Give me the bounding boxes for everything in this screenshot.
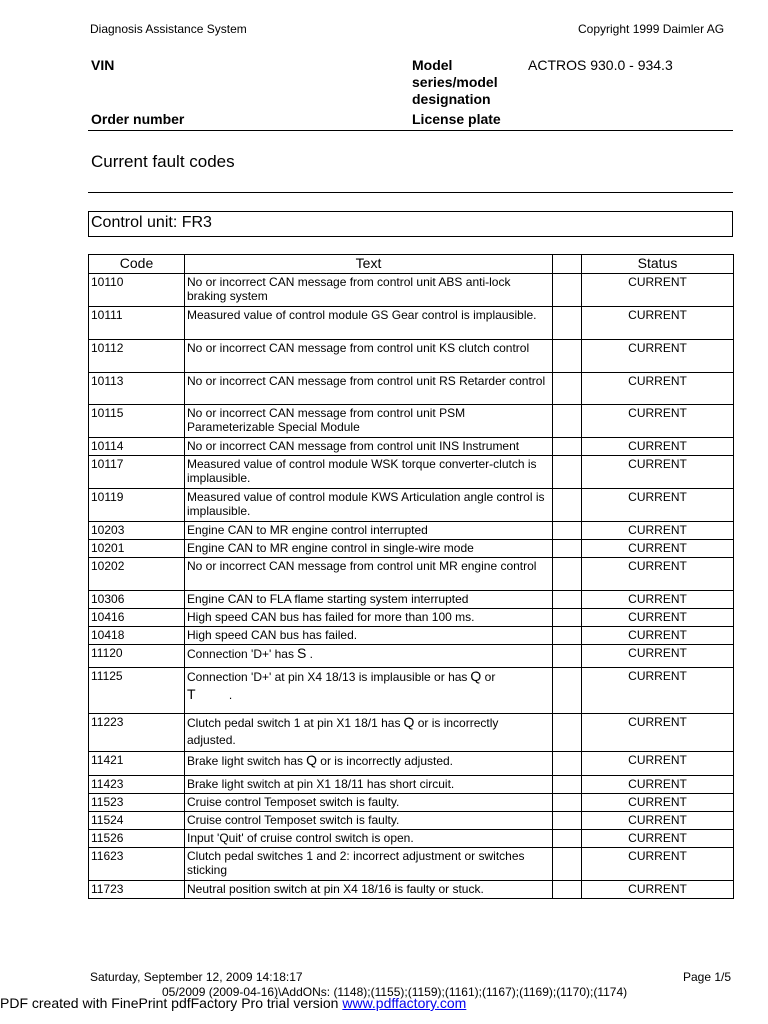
fault-text: [185, 830, 553, 848]
fault-rows: [89, 274, 734, 899]
fault-text: [185, 794, 553, 812]
blank-cell: [553, 558, 582, 591]
fault-symbol: Q: [403, 714, 415, 730]
pdf-notice: [0, 995, 466, 1011]
fault-code: 11524: [89, 812, 185, 830]
order-number-label: Order number: [91, 111, 185, 127]
fault-text-main: Clutch pedal switches 1 and 2: incorrect adjustment or switches sticking: [187, 849, 525, 877]
fault-code: 10202: [89, 558, 185, 591]
blank-cell: [553, 776, 582, 794]
fault-symbol: Q: [306, 752, 317, 768]
table-row: [89, 668, 734, 714]
blank-cell: [553, 489, 582, 522]
fault-text: [185, 522, 553, 540]
status-cell: CURRENT: [582, 830, 734, 848]
model-value: ACTROS 930.0 - 934.3: [528, 57, 673, 73]
system-name: Diagnosis Assistance System: [90, 22, 247, 36]
table-row: [89, 812, 734, 830]
code-column-header: Code: [89, 255, 185, 274]
status-cell: CURRENT: [582, 405, 734, 438]
blank-cell: [553, 794, 582, 812]
fault-text-after: .: [306, 647, 313, 661]
fault-code: 11120: [89, 645, 185, 668]
blank-cell: [553, 668, 582, 714]
status-cell: CURRENT: [582, 591, 734, 609]
fault-code: 11423: [89, 776, 185, 794]
pdf-notice-text: PDF created with FinePrint pdfFactory Pro trial version: [0, 995, 343, 1011]
status-cell: CURRENT: [582, 794, 734, 812]
fault-text: [185, 848, 553, 881]
fault-code: 11523: [89, 794, 185, 812]
addons-info: 05/2009 (2009-04-16)\AddONs: (1148);(1155);(1159);(1161);(1167);(1169);(1170);(1174): [162, 985, 628, 999]
status-cell: CURRENT: [582, 752, 734, 776]
status-cell: CURRENT: [582, 668, 734, 714]
table-row: [89, 307, 734, 340]
table-row: [89, 540, 734, 558]
status-cell: CURRENT: [582, 776, 734, 794]
blank-cell: [553, 881, 582, 899]
fault-text-main: Brake light switch has: [187, 754, 304, 768]
control-unit-label: Control unit: FR3: [91, 214, 212, 231]
blank-cell: [553, 274, 582, 307]
table-header-row: [89, 255, 734, 274]
table-row: [89, 489, 734, 522]
fault-text-main: Neutral position switch at pin X4 18/16 is faulty or stuck.: [187, 882, 484, 896]
status-cell: CURRENT: [582, 274, 734, 307]
fault-text-main: Measured value of control module WSK torque converter-clutch is implausible.: [187, 457, 537, 485]
blank-cell: [553, 373, 582, 405]
status-cell: CURRENT: [582, 881, 734, 899]
fault-text: [185, 591, 553, 609]
status-cell: CURRENT: [582, 522, 734, 540]
fault-text: [185, 340, 553, 373]
fault-text: [185, 274, 553, 307]
blank-cell: [553, 812, 582, 830]
blank-cell: [553, 609, 582, 627]
status-cell: CURRENT: [582, 558, 734, 591]
fault-text-after: or: [481, 670, 496, 684]
fault-text: [185, 540, 553, 558]
fault-text: [185, 668, 553, 714]
fault-text: [185, 456, 553, 489]
blank-cell: [553, 405, 582, 438]
page-number: Page 1/5: [683, 970, 732, 984]
license-plate-label: License plate: [412, 111, 501, 127]
table-row: [89, 609, 734, 627]
fault-text-main: Clutch pedal switch 1 at pin X1 18/1 has: [187, 716, 401, 730]
fault-text: [185, 558, 553, 591]
fault-text-main: Brake light switch at pin X1 18/11 has short circuit.: [187, 777, 455, 791]
fault-text: [185, 609, 553, 627]
model-label: [412, 57, 498, 108]
fault-text-main: Engine CAN to MR engine control interrupted: [187, 523, 428, 537]
status-cell: CURRENT: [582, 489, 734, 522]
fault-text-main: High speed CAN bus has failed for more than 100 ms.: [187, 610, 475, 624]
status-cell: CURRENT: [582, 812, 734, 830]
blank-cell: [553, 540, 582, 558]
status-cell: CURRENT: [582, 848, 734, 881]
table-row: [89, 776, 734, 794]
model-label-line3: designation: [412, 91, 491, 107]
fault-code: 10119: [89, 489, 185, 522]
fault-text: [185, 307, 553, 340]
status-cell: CURRENT: [582, 714, 734, 752]
divider: [88, 192, 733, 193]
fault-code: 10115: [89, 405, 185, 438]
table-row: [89, 373, 734, 405]
table-row: [89, 456, 734, 489]
fault-code: 10117: [89, 456, 185, 489]
table-row: [89, 645, 734, 668]
table-row: [89, 752, 734, 776]
blank-cell: [553, 456, 582, 489]
fault-text: [185, 881, 553, 899]
fault-text-line2: [187, 733, 550, 747]
fault-code: 10203: [89, 522, 185, 540]
fault-code: 10306: [89, 591, 185, 609]
fault-code: 10418: [89, 627, 185, 645]
fault-code: 11723: [89, 881, 185, 899]
fault-text: [185, 438, 553, 456]
fault-code: 10110: [89, 274, 185, 307]
divider: [88, 130, 733, 131]
fault-text-main: Input 'Quit' of cruise control switch is open.: [187, 831, 414, 845]
blank-cell: [553, 645, 582, 668]
blank-cell: [553, 848, 582, 881]
fault-text-main: Measured value of control module KWS Articulation angle control is implausible.: [187, 490, 545, 518]
fault-text: [185, 714, 553, 752]
fault-code: 10201: [89, 540, 185, 558]
fault-text: [185, 489, 553, 522]
table-row: [89, 881, 734, 899]
fault-text-main: No or incorrect CAN message from control unit INS Instrument: [187, 439, 520, 453]
model-label-line1: Model: [412, 57, 453, 73]
table-row: [89, 848, 734, 881]
fault-text-after: or is incorrectly adjusted.: [316, 754, 454, 768]
status-cell: CURRENT: [582, 645, 734, 668]
copyright: Copyright 1999 Daimler AG: [578, 22, 725, 36]
fault-symbol: T: [187, 686, 196, 702]
fault-symbol: S: [296, 645, 307, 661]
fault-code: 10113: [89, 373, 185, 405]
table-row: [89, 591, 734, 609]
fault-text: [185, 405, 553, 438]
blank-cell: [553, 830, 582, 848]
fault-text-main: Cruise control Temposet switch is faulty.: [187, 795, 400, 809]
fault-text-main: Cruise control Temposet switch is faulty.: [187, 813, 400, 827]
model-label-line2: series/model: [412, 74, 498, 90]
fault-text: [185, 645, 553, 668]
section-title: Current fault codes: [91, 152, 235, 171]
fault-text-main: No or incorrect CAN message from control unit KS clutch control: [187, 341, 530, 355]
pdffactory-link[interactable]: www.pdffactory.com: [342, 995, 467, 1011]
fault-symbol: Q: [470, 668, 482, 684]
fault-code: 11125: [89, 668, 185, 714]
status-cell: CURRENT: [582, 540, 734, 558]
fault-text: [185, 373, 553, 405]
text-column-header: Text: [185, 255, 553, 274]
status-cell: CURRENT: [582, 438, 734, 456]
table-row: [89, 794, 734, 812]
fault-text: [185, 812, 553, 830]
status-cell: CURRENT: [582, 456, 734, 489]
fault-code: 10114: [89, 438, 185, 456]
fault-text-main: No or incorrect CAN message from control unit PSM Parameterizable Special Module: [187, 406, 466, 434]
blank-cell: [553, 752, 582, 776]
print-date: Saturday, September 12, 2009 14:18:17: [90, 970, 303, 984]
blank-column-header: [553, 255, 582, 274]
fault-text-after: .: [225, 688, 233, 702]
fault-code: 11526: [89, 830, 185, 848]
table-row: [89, 340, 734, 373]
status-cell: CURRENT: [582, 373, 734, 405]
blank-cell: [553, 438, 582, 456]
fault-text-main: No or incorrect CAN message from control unit RS Retarder control: [187, 374, 546, 388]
fault-text-main: High speed CAN bus has failed.: [187, 628, 358, 642]
status-cell: CURRENT: [582, 609, 734, 627]
fault-text-after: or is incorrectly: [414, 716, 499, 730]
fault-code: 11421: [89, 752, 185, 776]
fault-code: 10416: [89, 609, 185, 627]
vin-label: VIN: [91, 57, 115, 73]
fault-code-table: [88, 254, 734, 899]
fault-text-main: No or incorrect CAN message from control unit MR engine control: [187, 559, 537, 573]
blank-cell: [553, 591, 582, 609]
fault-text: [185, 627, 553, 645]
table-row: [89, 558, 734, 591]
fault-text: [185, 752, 553, 776]
fault-text-main: No or incorrect CAN message from control unit ABS anti-lock braking system: [187, 275, 511, 303]
blank-cell: [553, 522, 582, 540]
status-cell: CURRENT: [582, 340, 734, 373]
blank-cell: [553, 714, 582, 752]
table-row: [89, 438, 734, 456]
fault-code: 10112: [89, 340, 185, 373]
table-row: [89, 405, 734, 438]
fault-text-main: Engine CAN to FLA flame starting system interrupted: [187, 592, 469, 606]
table-row: [89, 522, 734, 540]
fault-code: 10111: [89, 307, 185, 340]
blank-cell: [553, 307, 582, 340]
fault-text-line2: [187, 687, 550, 702]
blank-cell: [553, 340, 582, 373]
fault-text-main: Measured value of control module GS Gear control is implausible.: [187, 308, 537, 322]
table-row: [89, 830, 734, 848]
table-row: [89, 627, 734, 645]
fault-text-continued: adjusted.: [187, 733, 236, 747]
table-row: [89, 714, 734, 752]
fault-code: 11623: [89, 848, 185, 881]
fault-text: [185, 776, 553, 794]
blank-cell: [553, 627, 582, 645]
fault-code: 11223: [89, 714, 185, 752]
table-row: [89, 274, 734, 307]
status-cell: CURRENT: [582, 627, 734, 645]
status-column-header: Status: [582, 255, 734, 274]
fault-text-main: Engine CAN to MR engine control in single-wire mode: [187, 541, 474, 555]
fault-text-main: Connection 'D+' at pin X4 18/13 is implausible or has: [187, 670, 468, 684]
status-cell: CURRENT: [582, 307, 734, 340]
fault-text-main: Connection 'D+' has: [187, 647, 294, 661]
control-unit-box: [88, 211, 733, 237]
